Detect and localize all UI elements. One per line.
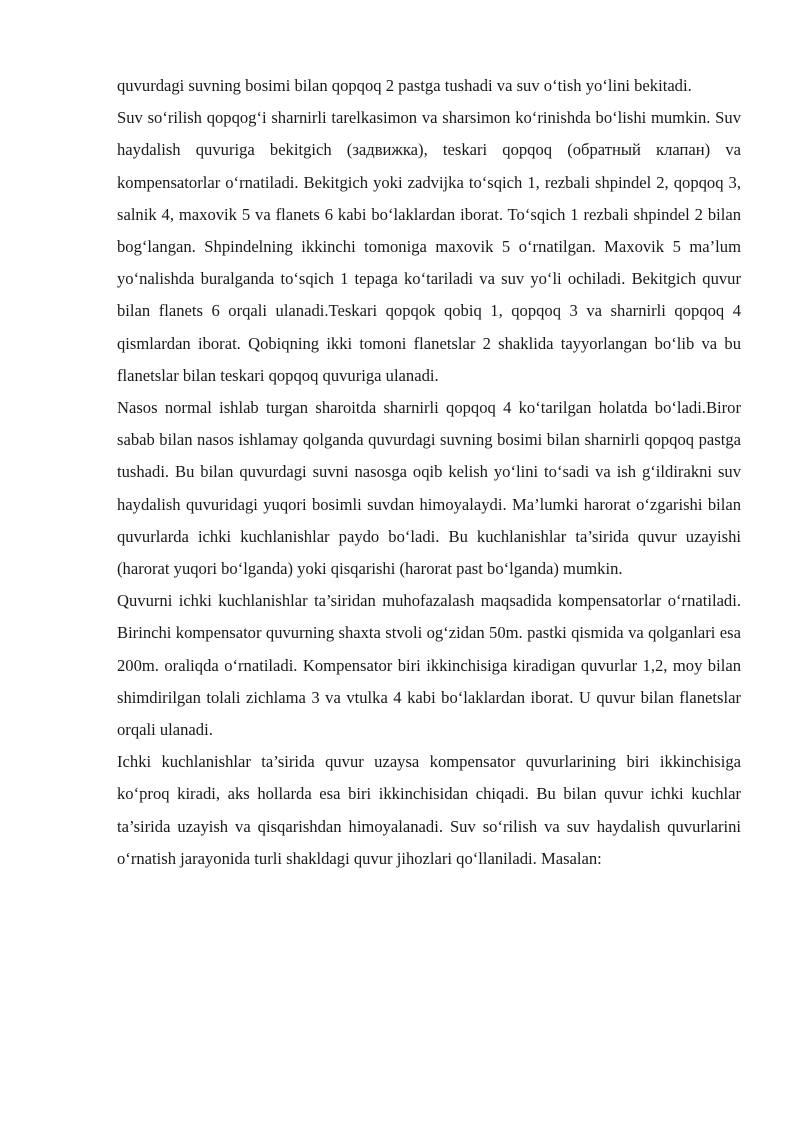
paragraph-valve-description: Suv so‘rilish qopqog‘i sharnirli tarelkasimon va sharsimon ko‘rinishda bo‘lishi mumkin. Suv haydalish quvuriga bekitgich (задвижка), teskari qopqoq (обратный клапан) va kompensatorlar o‘rnatiladi. Bekitgich yoki zadvijka to‘sqich 1, rezbali shpindel 2, qopqoq 3, salnik 4, maxovik 5 va flanets 6 kabi bo‘laklardan iborat. To‘sqich 1 rezbali shpindel 2 bilan bog‘langan. Shpindelning ikkinchi tomoniga maxovik 5 o‘rnatilgan. Maxovik 5 ma’lum yo‘nalishda buralganda to‘sqich 1 tepaga ko‘tariladi va suv yo‘li ochiladi. Bekitgich quvur bilan flanets 6 orqali ulanadi.Teskari qopqok qobiq 1, qopqoq 3 va sharnirli qopqoq 4 qismlardan iborat. Qobiqning ikki tomoni flanetslar 2 shaklida tayyorlangan bo‘lib va bu flanetslar bilan teskari qopqoq quvuriga ulanadi.	[117, 108, 741, 385]
paragraph-internal-stress: Ichki kuchlanishlar ta’sirida quvur uzaysa kompensator quvurlarining biri ikkinchisiga ko‘proq kiradi, aks hollarda esa biri ikkinchisidan chiqadi. Bu bilan quvur ichki kuchlar ta’sirida uzayish va qisqarishdan himoyalanadi. Suv so‘rilish va suv haydalish quvurlarini o‘rnatish jarayonida turli shakldagi quvur jihozlari qo‘llaniladi. Masalan:	[117, 752, 741, 868]
document-body	[117, 70, 741, 875]
paragraph-compensators: Quvurni ichki kuchlanishlar ta’siridan muhofazalash maqsadida kompensatorlar o‘rnatiladi. Birinchi kompensator quvurning shaxta stvoli og‘zidan 50m. pastki qismida va qolganlari esa 200m. oraliqda o‘rnatiladi. Kompensator biri ikkinchisiga kiradigan quvurlar 1,2, moy bilan shimdirilgan tolali zichlama 3 va vtulka 4 kabi bo‘laklardan iborat. U quvur bilan flanetslar orqali ulanadi.	[117, 591, 741, 740]
paragraph-pump-operation: Nasos normal ishlab turgan sharoitda sharnirli qopqoq 4 ko‘tarilgan holatda bo‘ladi.Biror sabab bilan nasos ishlamay qolganda quvurdagi suvning bosimi bilan sharnirli qopqoq pastga tushadi. Bu bilan quvurdagi suvni nasosga oqib kelish yo‘lini to‘sadi va ish g‘ildirakni suv haydalish quvuridagi yuqori bosimli suvdan himoyalaydi. Ma’lumki harorat o‘zgarishi bilan quvurlarda ichki kuchlanishlar paydo bo‘ladi. Bu kuchlanishlar ta’sirida quvur uzayishi (harorat yuqori bo‘lganda) yoki qisqarishi (harorat past bo‘lganda) mumkin.	[117, 398, 741, 579]
paragraph-continuation: quvurdagi suvning bosimi bilan qopqoq 2 pastga tushadi va suv o‘tish yo‘lini bekitadi.	[117, 76, 692, 95]
